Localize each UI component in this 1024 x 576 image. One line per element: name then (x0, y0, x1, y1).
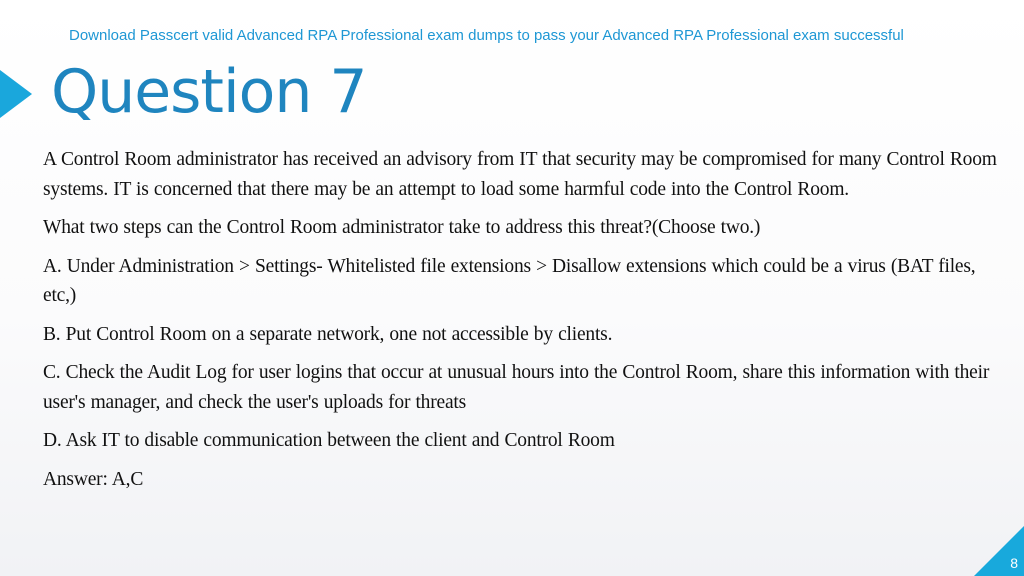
option-d: D. Ask IT to disable communication between the client and Control Room (43, 430, 615, 451)
answer-text: Answer: A,C (43, 468, 144, 490)
question-prompt: What two steps can the Control Room administrator take to address this threat?(Choose two.) (43, 217, 761, 238)
option-b: B. Put Control Room on a separate network, one not accessible by clients. (43, 323, 613, 345)
option-c: C. Check the Audit Log for user logins that occur at unusual hours into the Control Room, share this information with their user's manager, and check the user's uploads for threats (43, 362, 990, 413)
question-stem: A Control Room administrator has received an advisory from IT that security may be compromised for many Control Room systems. IT is concerned that there may be an attempt to load some harmful code into the Control Room. (43, 149, 997, 200)
option-a: A. Under Administration > Settings- Whitelisted file extensions > Disallow extensions which could be a virus (BAT files, etc,) (43, 255, 976, 306)
question-body (43, 145, 1003, 503)
exam-dumps-banner: Download Passcert valid Advanced RPA Professional exam dumps to pass your Advanced RPA Professional exam successful (69, 27, 904, 44)
answer-options (43, 252, 1003, 456)
question-title: Question 7 (51, 57, 367, 127)
page-number: 8 (1010, 555, 1018, 571)
title-arrow-icon (0, 70, 32, 118)
